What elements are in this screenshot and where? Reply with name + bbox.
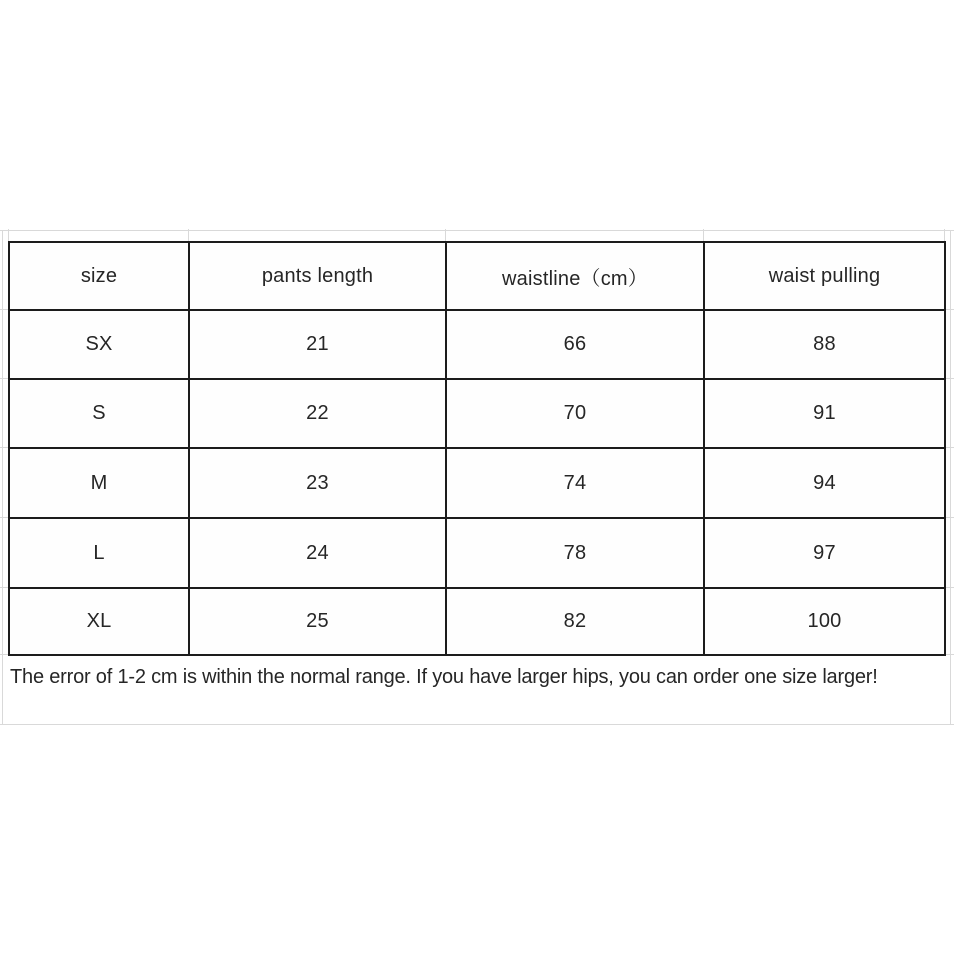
table-cell: 23 — [189, 448, 446, 518]
header-cell-waistline: waistline（cm） — [446, 242, 704, 310]
table-cell: S — [9, 379, 189, 448]
header-cell-size: size — [9, 242, 189, 310]
table-cell: 74 — [446, 448, 704, 518]
table-cell: M — [9, 448, 189, 518]
table-cell: 24 — [189, 518, 446, 588]
table-cell: 91 — [704, 379, 945, 448]
table-cell: 22 — [189, 379, 446, 448]
grid-line — [950, 230, 951, 725]
table-row — [9, 379, 945, 448]
table-cell: 94 — [704, 448, 945, 518]
table-row — [9, 448, 945, 518]
table-cell: 66 — [446, 310, 704, 379]
table-cell: 70 — [446, 379, 704, 448]
note-text: The error of 1-2 cm is within the normal range. If you have larger hips, you can order one size larger! — [10, 666, 878, 688]
table-cell: XL — [9, 588, 189, 655]
table-cell: 78 — [446, 518, 704, 588]
table-cell: 100 — [704, 588, 945, 655]
table-cell: L — [9, 518, 189, 588]
table-row — [9, 310, 945, 379]
table-cell: SX — [9, 310, 189, 379]
grid-line — [0, 230, 954, 231]
table-cell: 25 — [189, 588, 446, 655]
header-cell-pants-length: pants length — [189, 242, 446, 310]
table-row — [9, 588, 945, 655]
table-cell: 97 — [704, 518, 945, 588]
table-cell: 21 — [189, 310, 446, 379]
table-header-row — [9, 242, 945, 310]
size-chart-table — [8, 241, 946, 656]
table-cell: 82 — [446, 588, 704, 655]
header-cell-waist-pulling: waist pulling — [704, 242, 945, 310]
grid-line — [0, 724, 954, 725]
grid-line — [2, 230, 3, 725]
table-row — [9, 518, 945, 588]
table-cell: 88 — [704, 310, 945, 379]
